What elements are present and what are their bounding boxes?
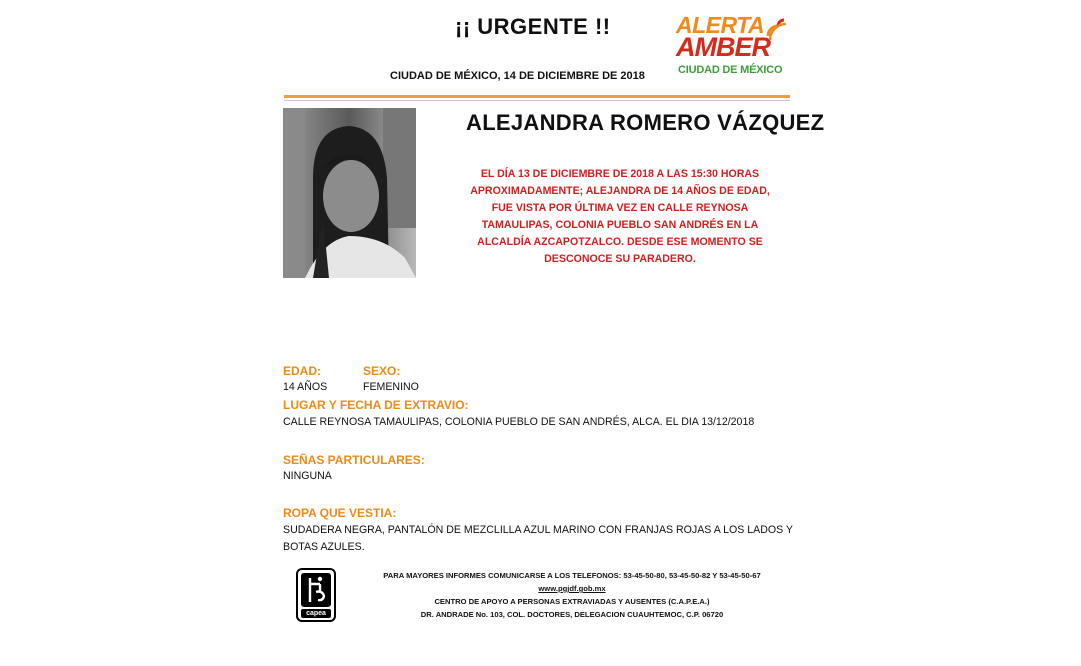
dateline: CIUDAD DE MÉXICO, 14 DE DICIEMBRE DE 2018 [390,70,645,82]
incident-description [470,166,770,268]
marks-label: SEÑAS PARTICULARES: [283,453,425,467]
clothes-value-line2: BOTAS AZULES. [283,541,365,553]
age-value: 14 AÑOS [283,381,328,393]
alerta-amber-logo [676,12,791,84]
missing-person-photo [283,108,416,278]
marks-value: NINGUNA [283,470,332,482]
header-divider-gray [284,100,790,101]
logo-line-city: CIUDAD DE MÉXICO [678,64,783,76]
clothes-value-line1: SUDADERA NEGRA, PANTALÓN DE MEZCLILLA AZUL MARINO CON FRANJAS ROJAS A LOS LADOS Y [283,524,794,536]
broadcast-waves-icon [764,16,790,42]
age-label: EDAD: [283,364,321,378]
clothes-label: ROPA QUE VESTIA: [283,506,397,520]
footer-website-link[interactable]: www.pgjdf.gob.mx [538,584,606,593]
logo-line-amber: AMBER [676,32,770,62]
description-line: TAMAULIPAS, COLONIA PUEBLO SAN ANDRÉS EN LA [481,219,759,231]
description-line: APROXIMADAMENTE; ALEJANDRA DE 14 AÑOS DE EDAD, [470,185,770,197]
sex-value: FEMENINO [363,381,419,393]
description-line: EL DÍA 13 DE DICIEMBRE DE 2018 A LAS 15:30 HORAS [480,168,760,180]
header-divider-orange [284,95,790,98]
person-name: ALEJANDRA ROMERO VÁZQUEZ [466,110,825,135]
place-date-label: LUGAR Y FECHA DE EXTRAVIO: [283,398,469,412]
place-date-value: CALLE REYNOSA TAMAULIPAS, COLONIA PUEBLO DE SAN ANDRÉS, ALCA. EL DIA 13/12/2018 [283,416,755,428]
footer-address: DR. ANDRADE No. 103, COL. DOCTORES, DELEGACION CUAUHTEMOC, C.P. 06720 [420,610,724,619]
sex-label: SEXO: [363,364,401,378]
description-line: ALCALDÍA AZCAPOTZALCO. DESDE ESE MOMENTO SE [477,236,763,248]
capea-logo [296,568,336,622]
description-line: FUE VISTA POR ÚLTIMA VEZ EN CALLE REYNOSA [491,202,749,214]
footer-phones: PARA MAYORES INFORMES COMUNICARSE A LOS TELEFONOS: 53-45-50-80, 53-45-50-82 Y 53-45-50-67 [383,571,761,580]
description-line: DESCONOCE SU PARADERO. [544,253,696,265]
urgent-heading: ¡¡ URGENTE !! [455,14,611,39]
footer-center-name: CENTRO DE APOYO A PERSONAS EXTRAVIADAS Y AUSENTES (C.A.P.E.A.) [434,597,710,606]
capea-logo-text: capea [306,610,326,617]
logo-line-alerta: ALERTA [676,12,765,38]
